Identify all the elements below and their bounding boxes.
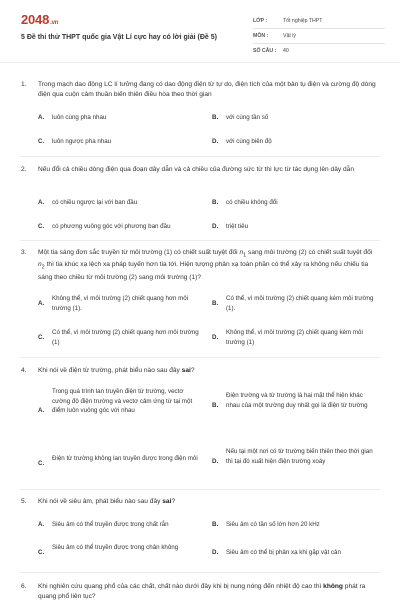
option-text: Không thể, vì môi trường (2) chiết quang kém môi trường (1)	[226, 329, 363, 346]
option-text: có chiều ngược lại với ban đầu	[52, 199, 138, 206]
question-number: 4.	[21, 367, 27, 374]
question-number: 2.	[21, 166, 27, 173]
option-text: có chiều không đổi	[226, 199, 278, 206]
option-letter: B.	[212, 300, 219, 307]
question-text: Khi nghiên cứu quang phổ của các chất, chất nào dưới đây khi bị nung nóng đến nhiệt độ cao thì không phát ra quang phổ liên tục?	[38, 583, 366, 600]
option-text: luôn ngược pha nhau	[52, 138, 112, 145]
question-text: Trong mạch dao động LC lí tưởng đang có dao động điện từ tự do, điện tích của một bản tụ điện và cường độ dòng điện qua cuộn cảm thuần biến thiên điều hòa theo thời gian	[38, 81, 376, 98]
meta-value: Vật lý	[283, 33, 296, 39]
option-text: Không thể, vì môi trường (2) chiết quang hơn môi trường (1).	[52, 295, 189, 312]
meta-value: Tốt nghiệp THPT	[283, 18, 323, 24]
option-text: Siêu âm có thể bị phản xạ khi gặp vật cản	[226, 549, 341, 556]
question-divider	[20, 357, 380, 358]
option-letter: A.	[38, 521, 45, 528]
header-divider	[0, 62, 400, 63]
question-text: Một tia sáng đơn sắc truyền từ môi trường (1) có chiết suất tuyệt đối $n_1$ sang môi trường (2) có chiết suất tuyệt đối $n_2$ thì tia khúc xạ lệch xa pháp tuyến hơn tia tới. Hiện tượng phản xạ toàn phần có thể xảy ra không nếu chiếu tia sáng theo chiều từ môi trường (2) sang môi trường (1)?	[38, 249, 373, 281]
option-letter: A.	[38, 407, 45, 414]
question-divider	[20, 156, 380, 157]
meta-row-class	[253, 14, 385, 29]
option-text: Có thể, vì môi trường (2) chiết quang hơn môi trường (1)	[52, 329, 199, 346]
option-text: với cùng biên độ	[226, 138, 272, 145]
meta-row-subject	[253, 29, 385, 44]
question-number: 1.	[21, 81, 27, 88]
option-letter: D.	[212, 223, 219, 230]
option-text: Trong quá trình lan truyền điện từ trường, vectơ cường độ điện trường và vectơ cảm ứng từ tại một điểm luôn vuông góc với nhau	[52, 388, 193, 414]
question-text: Khi nói về điện từ trường, phát biểu nào sau đây sai?	[38, 367, 195, 374]
exam-meta-table	[253, 14, 385, 59]
option-letter: D.	[212, 138, 219, 145]
option-letter: C.	[38, 138, 45, 145]
option-letter: C.	[38, 460, 45, 467]
option-letter: A.	[38, 114, 45, 121]
option-text: có phương vuông góc với phương ban đầu	[52, 223, 171, 230]
option-text: Điện trường và từ trường là hai mặt thể hiện khác nhau của một trường duy nhất gọi là điện từ trường	[226, 392, 368, 409]
math-symbol: n	[38, 261, 42, 269]
option-letter: D.	[212, 549, 219, 556]
option-text: triệt tiêu	[226, 223, 249, 230]
meta-label: LỚP :	[253, 18, 268, 24]
question-divider	[20, 572, 380, 573]
option-letter: A.	[38, 300, 45, 307]
option-text: Siêu âm có tần số lớn hơn 20 kHz	[226, 521, 320, 528]
math-subscript: 2	[41, 264, 45, 271]
option-letter: C.	[38, 549, 45, 556]
emphasis-word: sai	[181, 367, 191, 374]
logo-main: 2048	[21, 12, 50, 27]
option-text: luôn cùng pha nhau	[52, 114, 107, 121]
question-divider	[20, 240, 380, 241]
option-letter: B.	[212, 521, 219, 528]
question-number: 5.	[21, 498, 27, 505]
option-text: Siêu âm có thể truyền được trong chất rắn	[52, 521, 169, 528]
option-letter: D.	[212, 334, 219, 341]
math-symbol: n	[239, 249, 244, 256]
option-text: Có thể, vì môi trường (2) chiết quang kém môi trường (1).	[226, 295, 374, 312]
option-letter: B.	[212, 199, 219, 206]
option-letter: B.	[212, 114, 219, 121]
question-number: 6.	[21, 583, 27, 590]
math-subscript: 1	[243, 252, 247, 259]
option-letter: C.	[38, 334, 45, 341]
page-header	[0, 0, 400, 62]
meta-row-count	[253, 44, 385, 59]
logo-suffix: .vn	[50, 20, 59, 26]
emphasis-word: không	[323, 583, 343, 590]
question-divider	[20, 489, 380, 490]
option-letter: C.	[38, 223, 45, 230]
page-title: 5 Đề thi thử THPT quốc gia Vật Lí cực hay có lời giải (Đề 5)	[21, 34, 217, 41]
meta-label: SỐ CÂU :	[253, 48, 277, 54]
option-letter: D.	[212, 458, 219, 465]
option-letter: B.	[212, 402, 219, 409]
option-text: Nếu tại một nơi có từ trường biến thiên theo thời gian thì tại đó xuất hiện điện trường xoáy	[226, 448, 373, 465]
emphasis-word: sai	[162, 498, 172, 505]
option-text: Siêu âm có thể truyền được trong chân không	[52, 544, 179, 551]
question-text: Khi nói về siêu âm, phát biểu nào sau đây sai?	[38, 498, 176, 505]
meta-value: 40	[283, 48, 289, 54]
site-logo[interactable]	[21, 12, 58, 27]
option-letter: A.	[38, 199, 45, 206]
meta-label: MÔN :	[253, 33, 269, 39]
option-text: với cùng tần số	[226, 114, 269, 121]
question-number: 3.	[21, 249, 27, 256]
question-text: Nếu đổi cả chiều dòng điện qua đoạn dây dẫn và cả chiều của đường sức từ thì lực từ tác dụng lên dây dẫn	[38, 166, 354, 173]
option-text: Điện từ trường không lan truyền được trong điện môi	[52, 455, 198, 462]
